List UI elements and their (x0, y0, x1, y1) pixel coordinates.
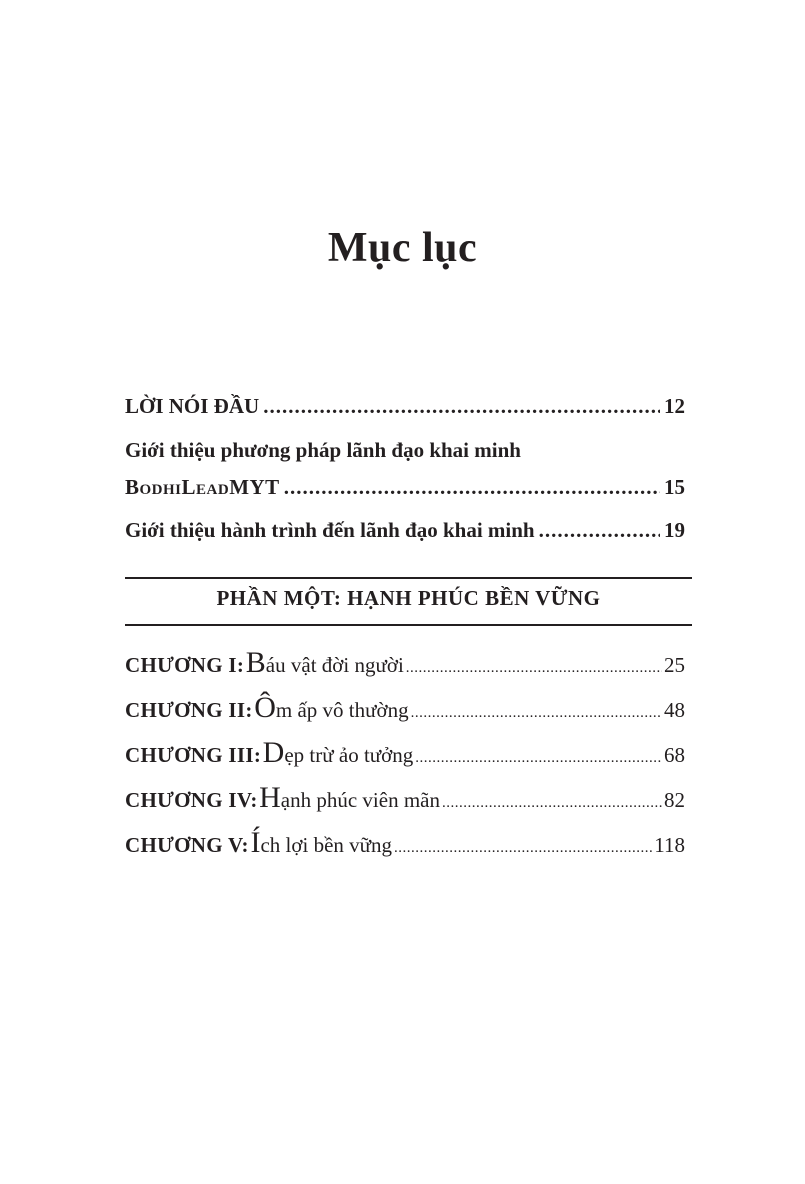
chapter-page: 48 (664, 698, 685, 722)
toc-entry-journey-intro[interactable] (125, 518, 685, 552)
chapter-label: CHƯƠNG II: (125, 698, 253, 722)
chapter-label: CHƯƠNG IV: (125, 788, 258, 812)
chapter-entry[interactable] (125, 826, 685, 871)
toc-entry-method-intro[interactable] (125, 438, 685, 509)
part-heading[interactable]: PHẦN MỘT: HẠNH PHÚC BỀN VỮNG (216, 586, 601, 610)
chapter-initial: B (245, 646, 266, 679)
chapter-entry[interactable] (125, 736, 685, 781)
dot-leader (415, 750, 662, 767)
chapter-page: 68 (664, 743, 685, 767)
dot-leader (539, 518, 660, 543)
chapter-entry[interactable] (125, 646, 685, 691)
toc-entry-preface[interactable] (125, 394, 685, 428)
chapter-title: ẹp trừ ảo tưởng (284, 743, 414, 767)
toc-entry-title: LỜI NÓI ĐẦU (125, 394, 260, 418)
chapter-list (125, 646, 685, 871)
dot-leader (284, 475, 660, 500)
toc-entry-page: 19 (664, 518, 685, 542)
chapter-initial: D (262, 736, 285, 769)
dot-leader (394, 840, 652, 857)
chapter-label: CHƯƠNG III: (125, 743, 262, 767)
chapter-page: 118 (654, 833, 685, 857)
chapter-entry[interactable] (125, 781, 685, 826)
dot-leader (442, 795, 662, 812)
chapter-initial: H (259, 781, 281, 814)
page-title: Mục lục (327, 225, 478, 271)
chapter-label: CHƯƠNG I: (125, 653, 245, 677)
toc-entry-title-line2: BodhiLeadMYT (125, 475, 280, 499)
chapter-page: 82 (664, 788, 685, 812)
front-matter-list (125, 394, 685, 552)
part-top-rule (125, 577, 692, 579)
chapter-label: CHƯƠNG V: (125, 833, 249, 857)
dot-leader (411, 705, 662, 722)
toc-entry-page: 12 (664, 394, 685, 418)
chapter-title: ạnh phúc viên mãn (280, 788, 440, 812)
dot-leader (406, 660, 662, 677)
part-bottom-rule (125, 624, 692, 626)
chapter-initial: Í (250, 826, 261, 859)
chapter-page: 25 (664, 653, 685, 677)
toc-entry-title: Giới thiệu hành trình đến lãnh đạo khai minh (125, 518, 535, 542)
dot-leader (263, 394, 660, 419)
chapter-entry[interactable] (125, 691, 685, 736)
chapter-title: m ấp vô thường (275, 698, 409, 722)
toc-entry-page: 15 (664, 475, 685, 499)
chapter-title: áu vật đời người (265, 653, 404, 677)
toc-entry-title-line1: Giới thiệu phương pháp lãnh đạo khai minh (125, 438, 521, 462)
chapter-initial: Ô (254, 691, 276, 724)
chapter-title: ch lợi bền vững (260, 833, 393, 857)
